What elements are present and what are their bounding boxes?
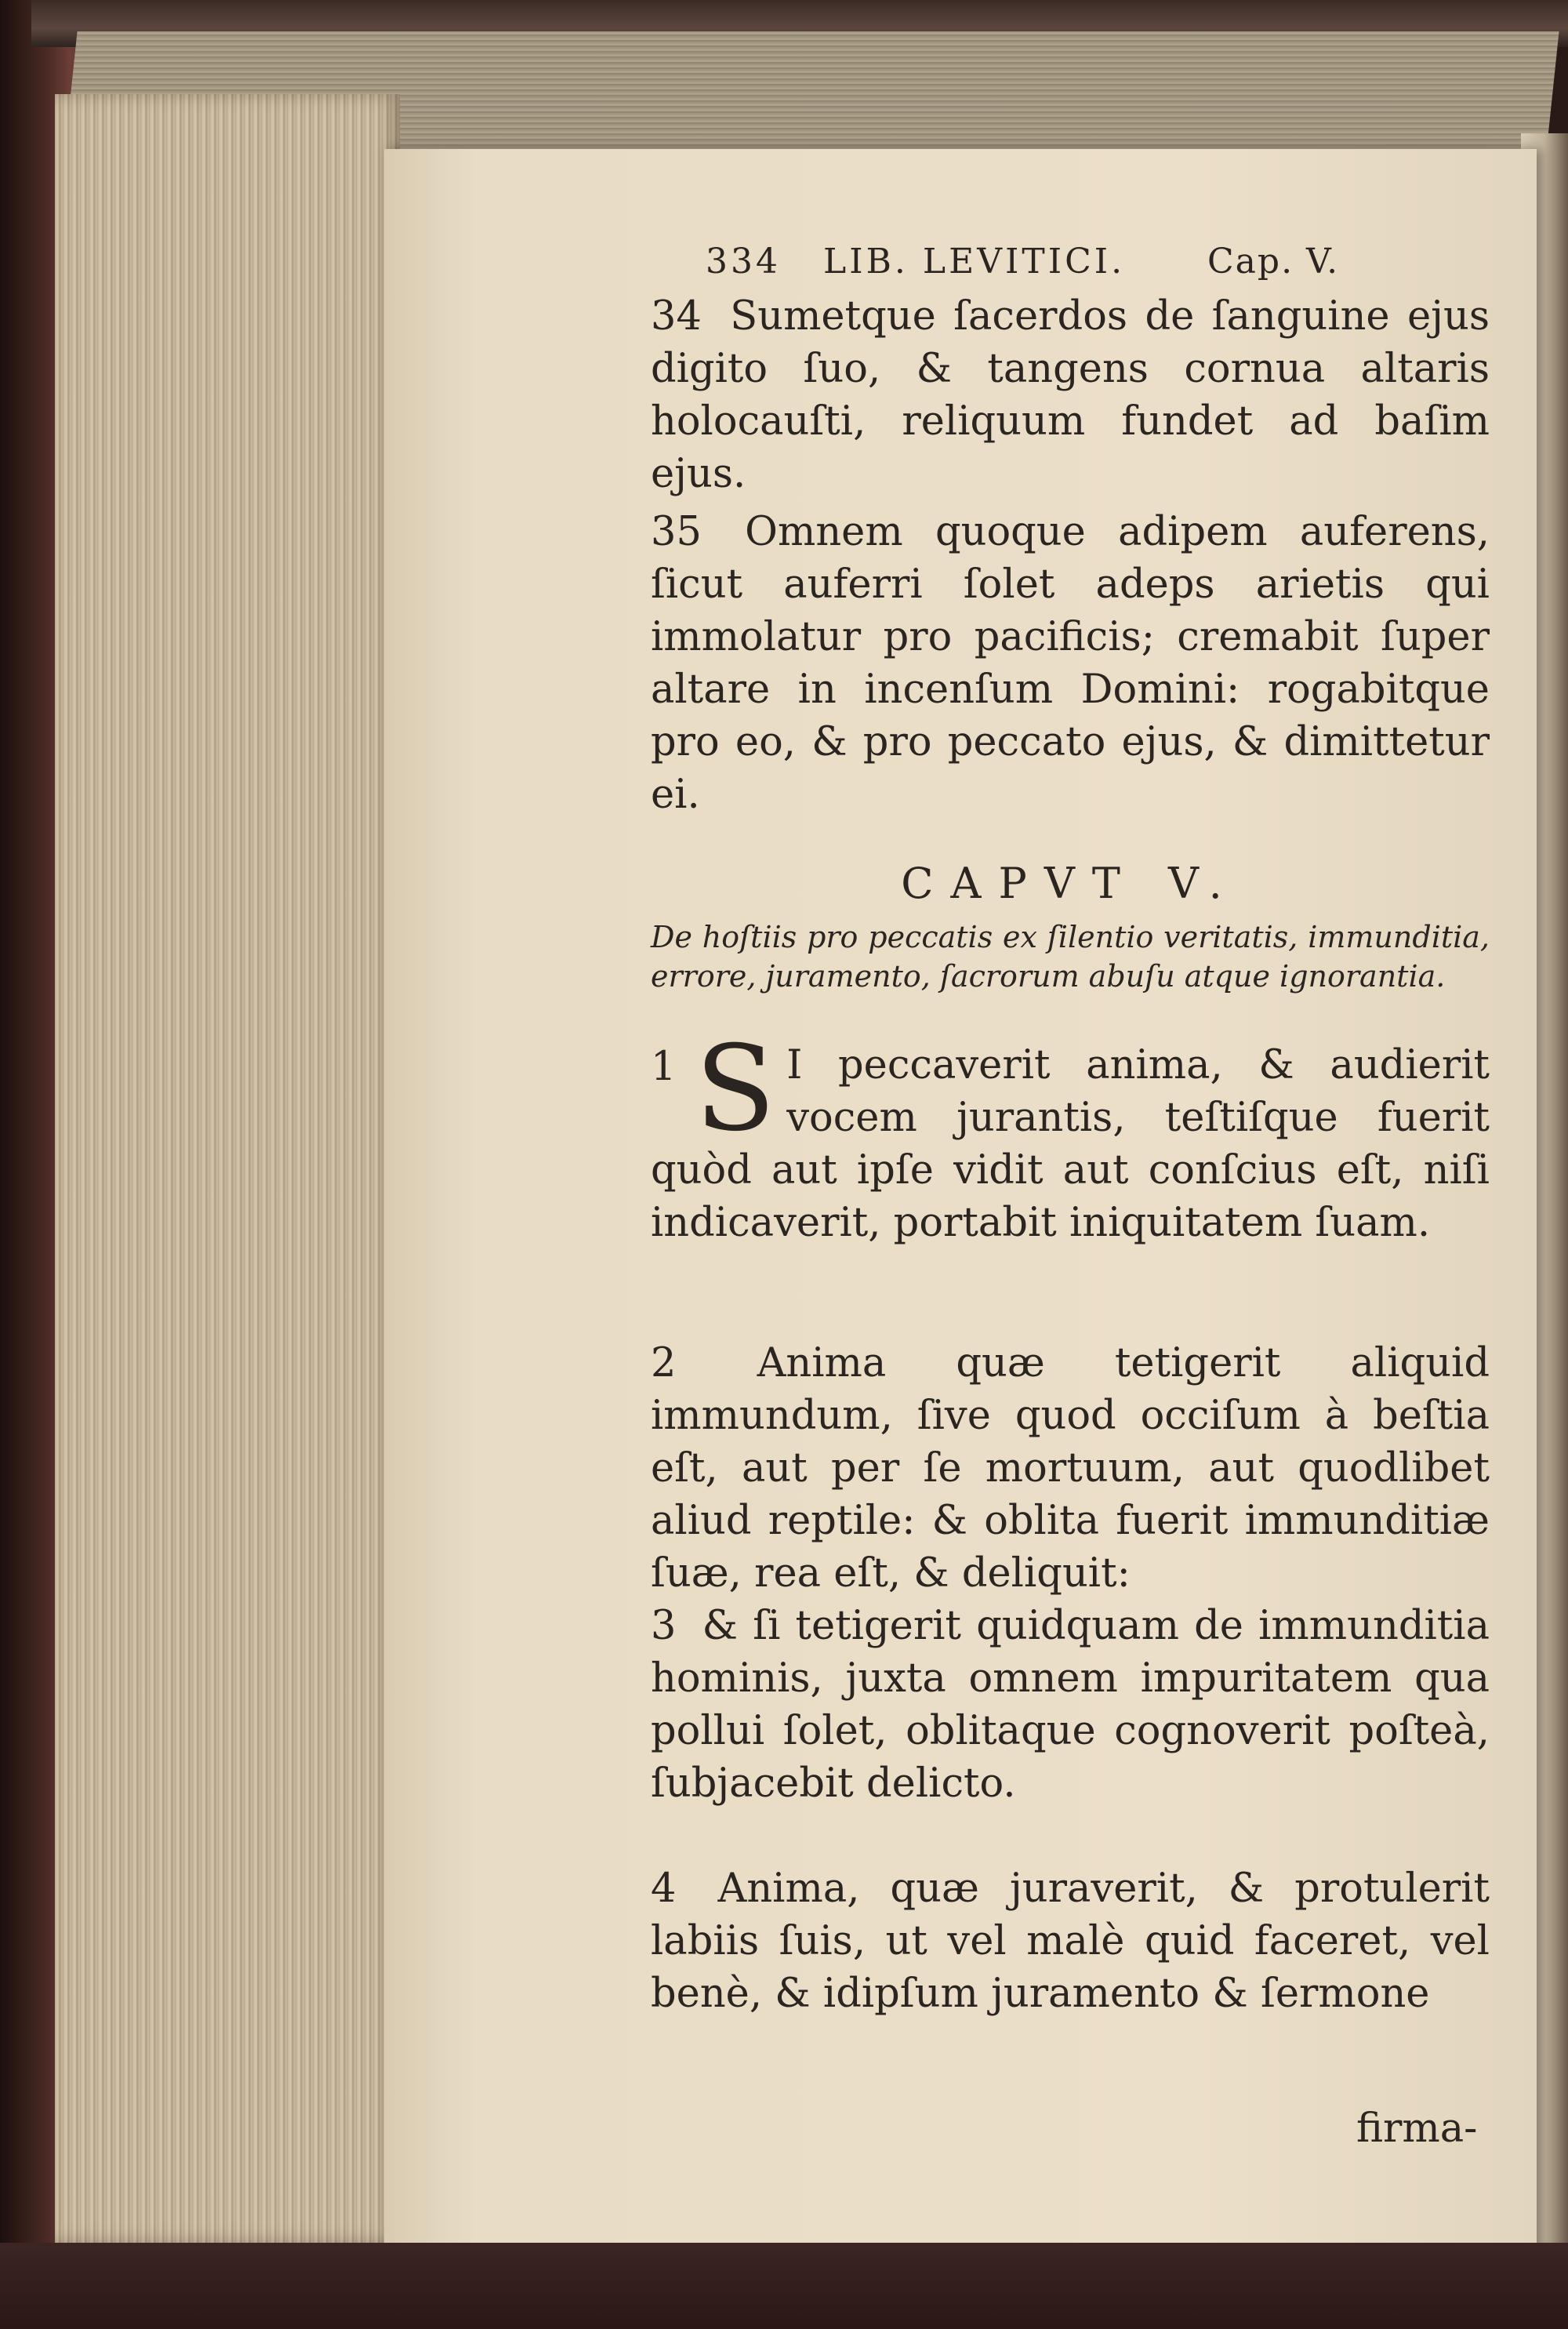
verse-2 bbox=[651, 1337, 1490, 1600]
verse-text: Omnem quoque adipem auferens, ſicut auferri ſolet adeps arietis qui immolatur pro pacificis; cremabit ſuper altare in incenſum Domini: rogabitque pro eo, & pro peccato ejus, & dimittetur ei. bbox=[651, 509, 1490, 818]
verse-4 bbox=[651, 1862, 1490, 2020]
page-number: 334 bbox=[706, 242, 781, 282]
verse-text: I peccaverit anima, & audierit vocem jurantis, teſtiſque fuerit quòd aut ipſe vidit aut conſcius eſt, niſi indicaverit, portabit iniquitatem ſuam. bbox=[651, 1042, 1490, 1246]
chapter-title: CAPVT V. bbox=[901, 859, 1240, 908]
verse-1 bbox=[651, 1021, 1490, 1249]
page-block-side bbox=[55, 94, 400, 2243]
book-cover-bottom bbox=[0, 2243, 1568, 2329]
verse-number: 1 bbox=[651, 1044, 677, 1090]
chapter-label: Cap. V. bbox=[1207, 242, 1340, 282]
verse-34 bbox=[651, 290, 1490, 500]
verse-number: 34 bbox=[651, 293, 702, 340]
verse-text: Sumetque ſacerdos de ſanguine ejus digito ſuo, & tangens cornua altaris holocauſti, reliquum fundet ad baſim ejus. bbox=[651, 293, 1490, 497]
verse-text: Anima quæ tetigerit aliquid immundum, ſive quod occiſum à beſtia eſt, aut per ſe mortuum, aut quodlibet aliud reptile: & oblita fuerit immunditiæ ſuæ, rea eſt, & deliquit: bbox=[651, 1340, 1490, 1597]
verse-number: 35 bbox=[651, 509, 702, 555]
verse-35 bbox=[651, 506, 1490, 821]
catchword: firma- bbox=[1356, 2106, 1478, 2152]
verse-number: 2 bbox=[651, 1340, 677, 1386]
verse-3 bbox=[651, 1600, 1490, 1810]
drop-cap-initial: S bbox=[695, 1021, 776, 1157]
verse-number: 3 bbox=[651, 1603, 677, 1649]
running-head bbox=[706, 235, 1458, 282]
verse-text: & ſi tetigerit quidquam de immunditia hominis, juxta omnem impuritatem qua pollui ſolet, oblitaque cognoverit poſteà, ſubjacebit delicto. bbox=[651, 1603, 1490, 1807]
chapter-summary: De hoſtiis pro peccatis ex ſilentio veritatis, immunditia, errore, juramento, ſacrorum abuſu atque ignorantia. bbox=[651, 920, 1490, 994]
verse-number: 4 bbox=[651, 1866, 677, 1912]
verse-text: Anima, quæ juraverit, & protulerit labiis ſuis, ut vel malè quid faceret, vel benè, & idipſum juramento & ſermone bbox=[651, 1866, 1490, 2017]
book-title: LIB. LEVITICI. bbox=[823, 242, 1126, 282]
